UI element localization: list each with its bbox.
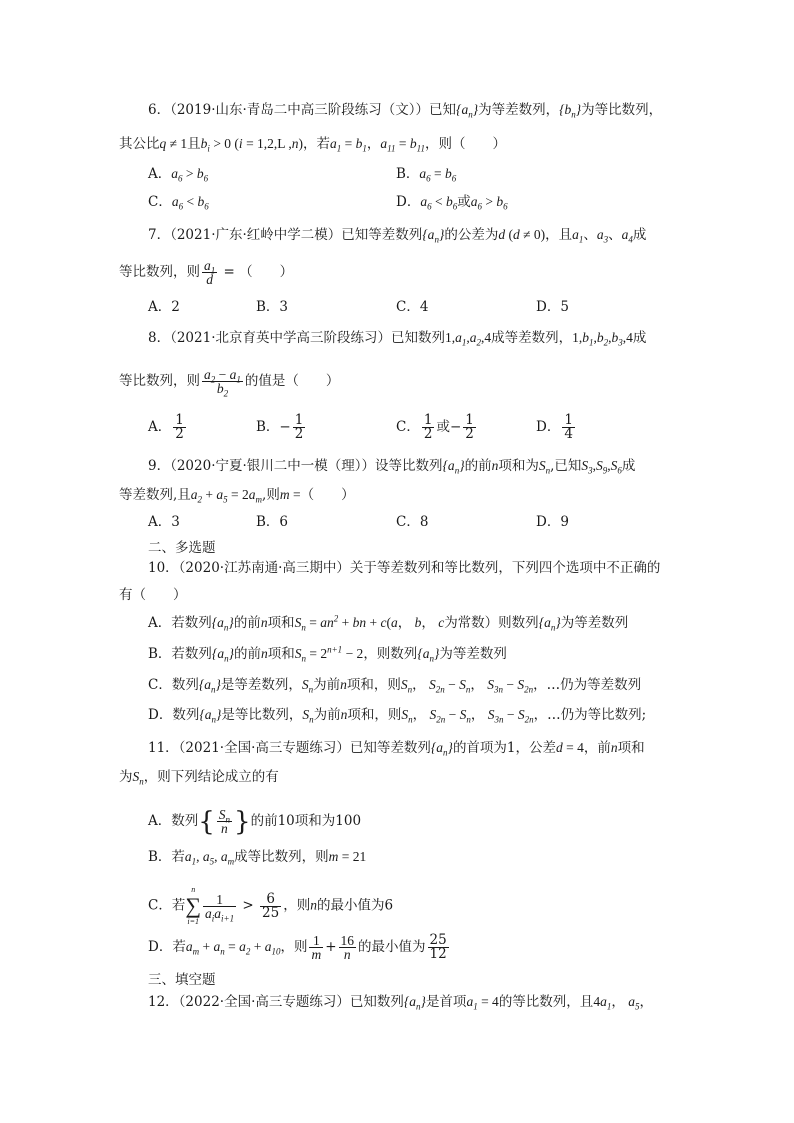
q11-option-c[interactable]: C．若 n ∑ i=1 $\frac{1}{a_ia_{i+1}}$ > $\frac{6}{25}$ ，则n的最小值为6 xyxy=(148,885,394,926)
q9-option-d[interactable]: D．9 xyxy=(536,514,569,530)
math-bi-pos: $b_i > 0$ (i = 1,2,L ,n) xyxy=(200,136,304,154)
math-set-b: $\{b_n\}$ xyxy=(559,102,582,120)
q10-option-b[interactable]: B．若数列$\{a_n\}$的前n项和$S_n = 2^{n+1} - 2$，则数列$\{a_n\}$为等差数列 xyxy=(148,644,507,664)
q8-option-d[interactable]: D． $\frac{1}{4}$ xyxy=(536,412,573,442)
q10-stem: 10．（2020·江苏南通·高三期中）关于等差数列和等比数列，下列四个选项中不正确的 xyxy=(148,560,661,576)
q10-option-a[interactable]: A．若数列$\{a_n\}$的前n项和$S_n = an^2$ + bn + c(a， b， c为常数）则数列$\{a_n\}$为等差数列 xyxy=(148,613,629,633)
math-set-a: $\{a_n\}$ xyxy=(456,102,479,120)
q6-option-d[interactable]: D．$a_6 < b_6$或$a_6 > b_6$ xyxy=(396,194,508,212)
q9-option-c[interactable]: C．8 xyxy=(396,514,429,530)
q9-option-b[interactable]: B．6 xyxy=(256,514,289,530)
q11-option-d[interactable]: D．若$a_m + a_n = a_2 + a_{10}$，则 $\frac{1}{m}$ + $\frac{16}{n}$ 的最小值为 $\frac{25}{12}$ xyxy=(148,932,447,962)
q7-option-b[interactable]: B．3 xyxy=(256,299,289,315)
fraction-a2-minus-a1-over-b2: $\frac{a_2 - a_1}{b_2}$ xyxy=(204,367,241,399)
math-q-ne-1: q ≠ 1 xyxy=(159,136,188,151)
q6-option-b[interactable]: B．$a_6 = b_6$ xyxy=(396,166,457,184)
q10-option-d[interactable]: D．数列$\{a_n\}$是等比数列，$S_n$为前n项和，则$S_n$， $S_{2n} - S_n$， $S_{3n} - S_{2n}$，…仍为等比数列; xyxy=(148,707,647,725)
q6-option-a[interactable]: A．$a_6 > b_6$ xyxy=(148,166,209,184)
q11-stem: 11．（2021·全国·高三专题练习）已知等差数列$\{a_n\}$的首项为1，公差d = 4，前n项和 xyxy=(148,740,645,758)
section-heading-fill-blank: 三、填空题 xyxy=(148,972,216,988)
q6-line2: 其公比q ≠ 1且$b_i > 0$ (i = 1,2,L ,n)，若$a_1 = b_1$，$a_{11} = b_{11}$，则（ ） xyxy=(119,136,506,154)
q8-line2: 等比数列，则 $\frac{a_2 - a_1}{b_2}$ 的值是（ ） xyxy=(119,367,340,399)
q7-option-c[interactable]: C．4 xyxy=(396,299,429,315)
section-heading-multi-choice: 二、多选题 xyxy=(148,540,216,556)
q10-option-c[interactable]: C．数列$\{a_n\}$是等差数列，$S_n$为前n项和，则$S_n$， $S_{2n} - S_n$， $S_{3n} - S_{2n}$，…仍为等差数列 xyxy=(148,677,642,695)
q6-option-c[interactable]: C．$a_6 < b_6$ xyxy=(148,194,209,212)
q7-option-a[interactable]: A．2 xyxy=(148,299,180,315)
math-a11-b11: $a_{11} = b_{11}$ xyxy=(380,136,425,154)
q12-stem: 12．（2022·全国·高三专题练习）已知数列$\{a_n\}$是首项$a_1 = 4$的等比数列，且$4a_1$， $a_5$， xyxy=(148,994,653,1012)
q7-stem: 7．（2021·广东·红岭中学二模）已知等差数列$\{a_n\}$的公差为d (d ≠ 0)，且$a_1$、$a_3$、$a_4$成 xyxy=(148,227,647,245)
q8-option-c[interactable]: C． $\frac{1}{2}$ 或− $\frac{1}{2}$ xyxy=(396,412,474,442)
q11-line2: 为$S_n$，则下列结论成立的有 xyxy=(119,769,279,787)
q6-stem: 6．（2019·山东·青岛二中高三阶段练习（文））已知$\{a_n\}$为等差数列，$\{b_n\}$为等比数列， xyxy=(148,102,663,120)
q11-option-a[interactable]: A．数列{ $\frac{S_n}{n}$ }的前10项和为100 xyxy=(148,806,362,837)
q8-stem: 8．（2021·北京育英中学高三阶段练习）已知数列$1,a_1,a_2,4$成等差数列，$1,b_1,b_2,b_3,4$成 xyxy=(148,330,647,348)
q11-option-b[interactable]: B．若$a_1$, $a_5$, $a_m$成等比数列，则m = 21 xyxy=(148,849,367,867)
math-a1-b1: $a_1 = b_1$ xyxy=(330,136,367,154)
q9-option-a[interactable]: A．3 xyxy=(148,514,180,530)
q8-option-a[interactable]: A． $\frac{1}{2}$ xyxy=(148,412,184,442)
q10-stem-2: 有（ ） xyxy=(119,587,187,603)
q9-line2: 等差数列,且$a_2 + a_5 = 2a_m$,则m =（ ） xyxy=(119,487,355,505)
q7-option-d[interactable]: D．5 xyxy=(536,299,569,315)
q7-line2: 等比数列，则 $\frac{a_1}{d}$ = （ ） xyxy=(119,258,294,287)
fraction-a1-over-d: $\frac{a_1}{d}$ xyxy=(204,258,216,287)
q9-stem: 9．（2020·宁夏·银川二中一模（理））设等比数列$\{a_n\}$的前n项和为$S_n$,已知$S_3,S_9,S_6$成 xyxy=(148,458,636,476)
q8-option-b[interactable]: B．− $\frac{1}{2}$ xyxy=(256,412,304,442)
